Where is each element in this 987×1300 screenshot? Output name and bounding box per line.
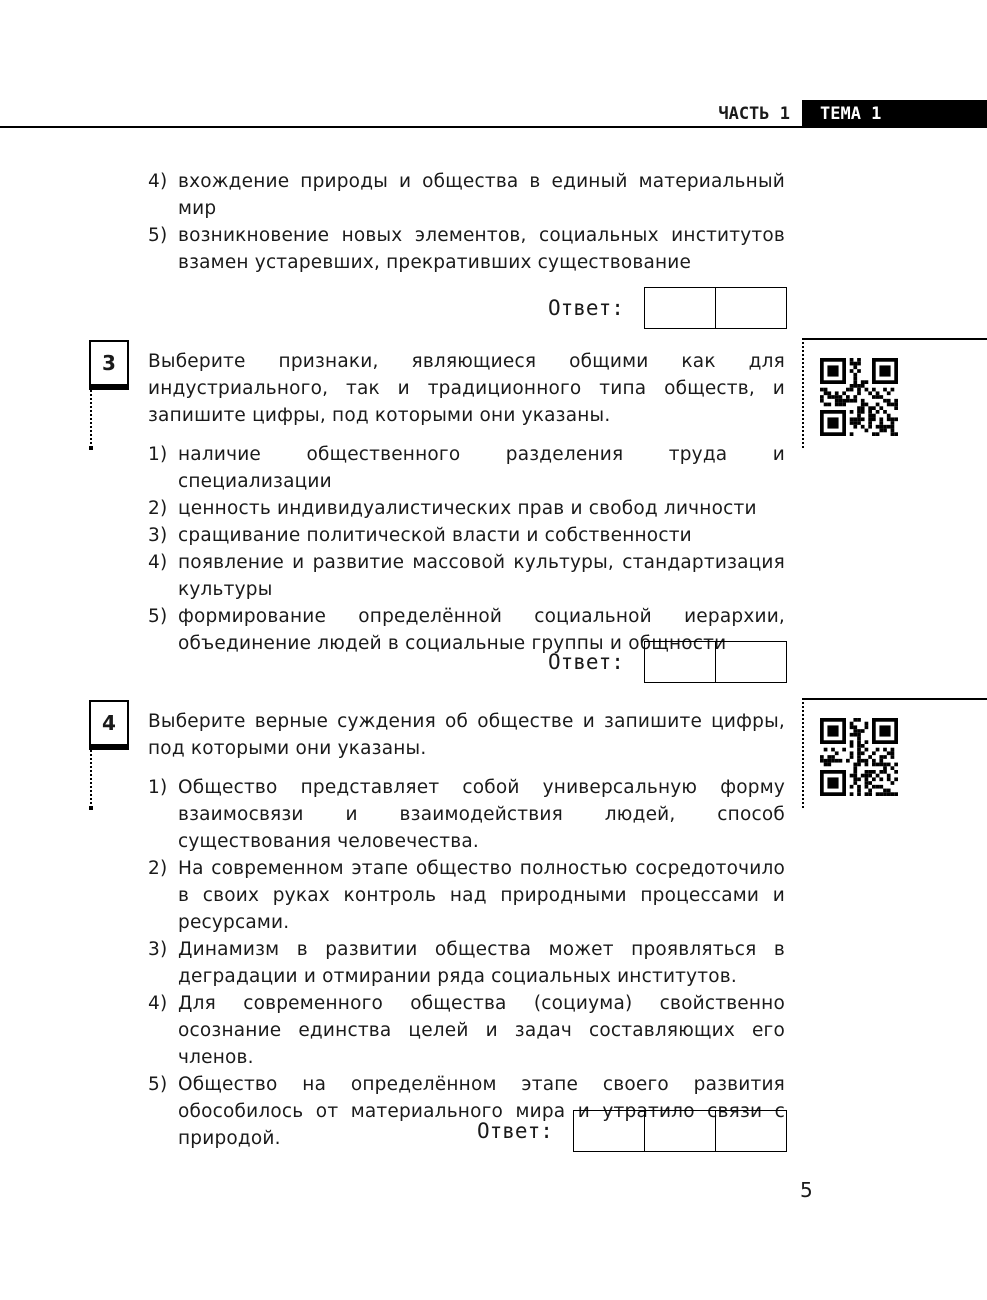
q3-options bbox=[148, 441, 785, 657]
header-divider bbox=[0, 126, 987, 128]
qr-code-icon[interactable] bbox=[820, 718, 898, 796]
answer-label: Ответ: bbox=[548, 650, 624, 674]
list-item: 1) наличие общественного разделения труда и специализации bbox=[148, 444, 785, 492]
q4-options bbox=[148, 774, 785, 1152]
answer-cell[interactable] bbox=[574, 1111, 644, 1151]
carryover-options bbox=[148, 168, 785, 276]
list-item: 5) возникновение новых элементов, социальных институтов взамен устаревших, прекративших существование bbox=[148, 225, 785, 273]
question-marker-line bbox=[90, 750, 92, 808]
topic-label: ТЕМА 1 bbox=[802, 100, 987, 128]
question-text: Выберите признаки, являющиеся общими как для индустриального, так и традиционного типа обществ, и запишите цифры, под которыми они указаны. bbox=[148, 351, 785, 426]
list-item: 2) ценность индивидуалистических прав и свобод личности bbox=[148, 498, 757, 519]
q3-answer bbox=[548, 641, 787, 683]
list-item: 3) сращивание политической власти и собственности bbox=[148, 525, 692, 546]
list-item: 1) Общество представляет собой универсальную форму взаимосвязи и взаимодействия людей, способ существования человечества. bbox=[148, 777, 785, 852]
answer-cell[interactable] bbox=[715, 642, 786, 682]
answer-cell[interactable] bbox=[645, 642, 715, 682]
list-item: 2) На современном этапе общество полностью сосредоточило в своих руках контроль над природными процессами и ресурсами. bbox=[148, 858, 785, 933]
answer-label: Ответ: bbox=[548, 296, 624, 320]
question-number: 4 bbox=[89, 700, 129, 750]
list-item: 5) Общество на определённом этапе своего развития обособилось от материального мира и утратило связи с природой. bbox=[148, 1074, 785, 1149]
answer-cell[interactable] bbox=[715, 1111, 786, 1151]
page-number: 5 bbox=[800, 1178, 813, 1202]
question-marker-line bbox=[90, 390, 92, 448]
qr-code-icon[interactable] bbox=[820, 358, 898, 436]
list-item: 5) формирование определённой социальной иерархии, объединение людей в социальные группы и общности bbox=[148, 606, 785, 654]
question-text: Выберите верные суждения об обществе и запишите цифры, под которыми они указаны. bbox=[148, 711, 785, 759]
answer-cell[interactable] bbox=[644, 1111, 715, 1151]
answer-label: Ответ: bbox=[477, 1119, 553, 1143]
question-number: 3 bbox=[89, 340, 129, 390]
list-item: 4) Для современного общества (социума) свойственно осознание единства целей и задач составляющих его членов. bbox=[148, 993, 785, 1068]
list-item: 4) вхождение природы и общества в единый материальный мир bbox=[148, 171, 785, 219]
answer-cells bbox=[573, 1110, 787, 1152]
answer-cell[interactable] bbox=[715, 288, 786, 328]
q4-answer bbox=[477, 1110, 787, 1152]
answer-cell[interactable] bbox=[645, 288, 715, 328]
list-item: 3) Динамизм в развитии общества может проявляться в деградации и отмирании ряда социальных институтов. bbox=[148, 939, 785, 987]
carryover-answer bbox=[548, 287, 787, 329]
answer-cells bbox=[644, 287, 787, 329]
answer-cells bbox=[644, 641, 787, 683]
part-label: ЧАСТЬ 1 bbox=[718, 104, 790, 124]
list-item: 4) появление и развитие массовой культуры, стандартизация культуры bbox=[148, 552, 785, 600]
